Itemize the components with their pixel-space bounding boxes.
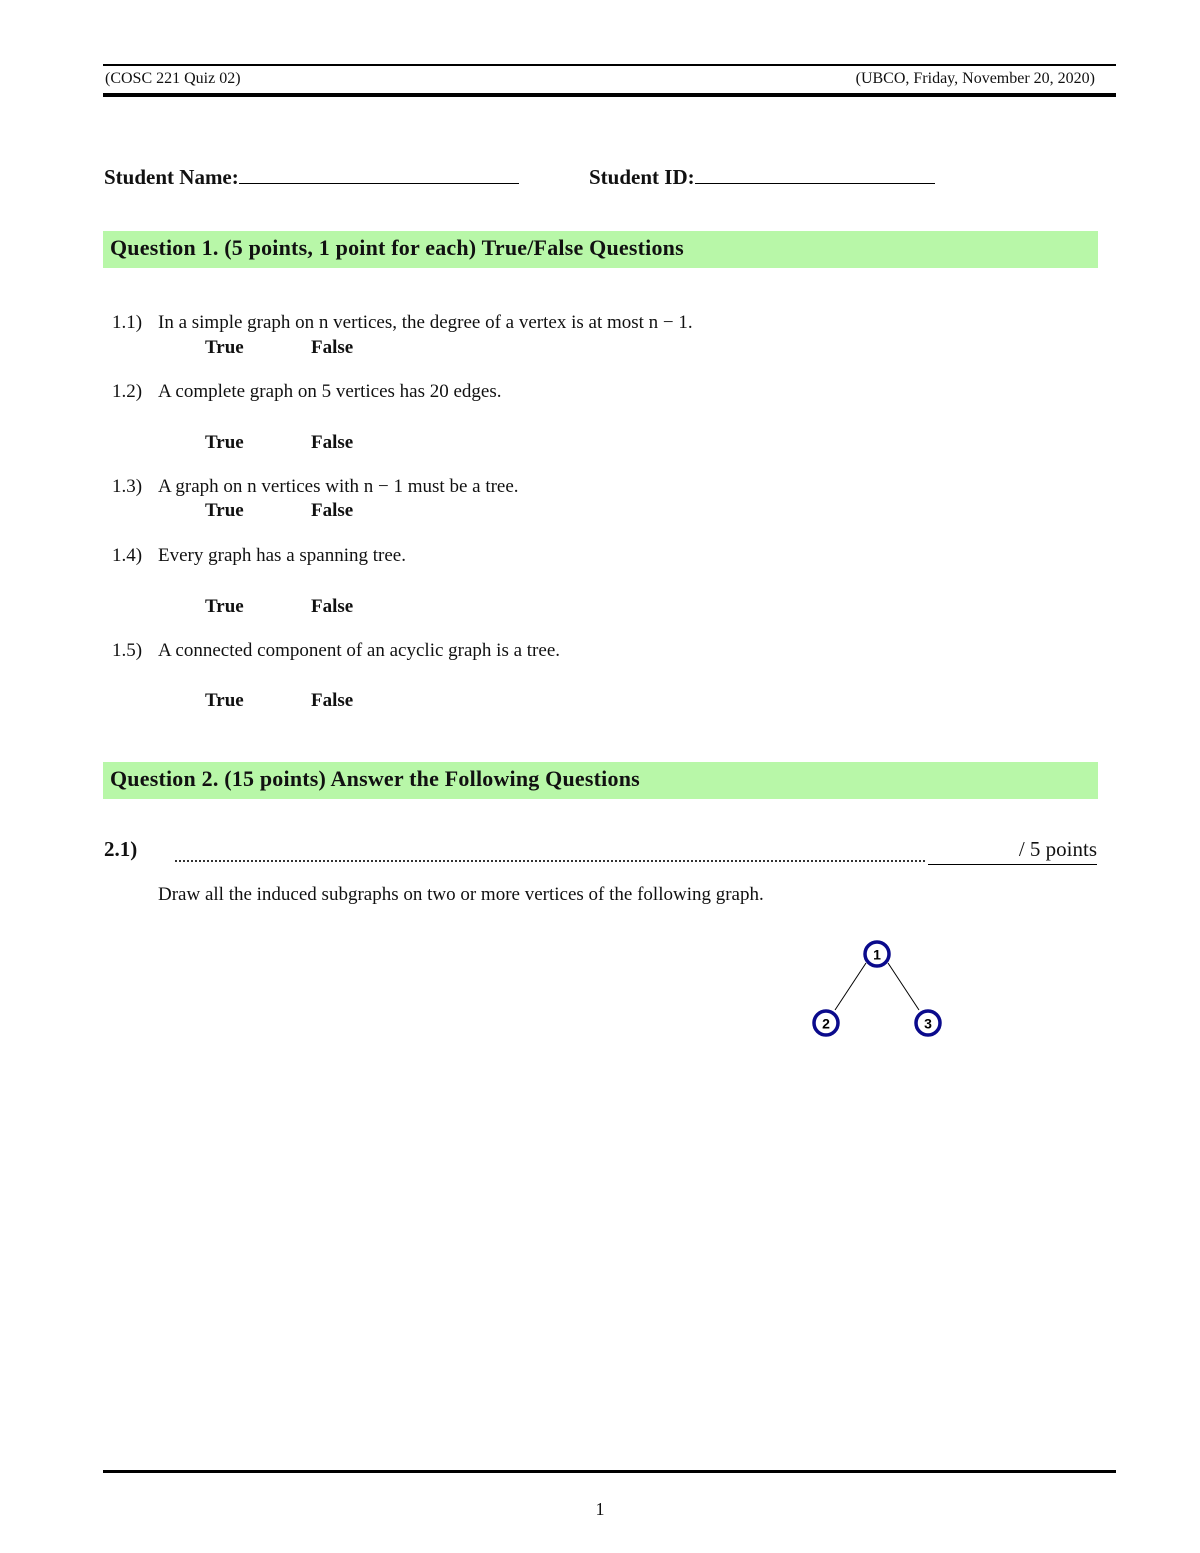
student-name-blank[interactable]: [239, 163, 519, 184]
item-text: A graph on n vertices with n − 1 must be a tree.: [158, 476, 519, 497]
false-option[interactable]: False: [311, 500, 354, 521]
footer-rule: [103, 1470, 1116, 1473]
true-option[interactable]: True: [205, 596, 244, 617]
q2-instruction: Draw all the induced subgraphs on two or more vertices of the following graph.: [158, 884, 764, 905]
header-left: (COSC 221 Quiz 02): [105, 70, 241, 87]
graph-figure: [800, 930, 960, 1050]
item-number: 1.4): [112, 545, 143, 566]
header-bottom-rule: [103, 93, 1116, 97]
true-option[interactable]: True: [205, 500, 244, 521]
q2-points-box: [928, 837, 1097, 865]
svg-text:2: 2: [822, 1015, 830, 1032]
graph-edge-1-3: [888, 963, 919, 1010]
question-1-title: Question 1. (5 points, 1 point for each) True/False Questions: [110, 235, 684, 260]
true-option[interactable]: True: [205, 432, 244, 453]
graph-node-3: [916, 1011, 940, 1035]
item-number: 1.3): [112, 476, 143, 497]
header-right: (UBCO, Friday, November 20, 2020): [855, 70, 1095, 87]
item-text: A connected component of an acyclic graph is a tree.: [158, 640, 560, 661]
svg-text:1: 1: [873, 946, 881, 963]
item-number: 1.5): [112, 640, 143, 661]
student-id-field[interactable]: [589, 163, 935, 190]
item-text: In a simple graph on n vertices, the degree of a vertex is at most n − 1.: [158, 312, 693, 333]
student-id-label: Student ID:: [589, 165, 695, 189]
header-top-rule: [103, 64, 1116, 66]
true-option[interactable]: True: [205, 690, 244, 711]
question-2-title: Question 2. (15 points) Answer the Following Questions: [110, 766, 640, 791]
item-number: 1.1): [112, 312, 143, 333]
true-option[interactable]: True: [205, 337, 244, 358]
student-id-blank[interactable]: [695, 163, 935, 184]
question-1-banner: [103, 231, 1098, 268]
false-option[interactable]: False: [311, 596, 354, 617]
false-option[interactable]: False: [311, 690, 354, 711]
leader-dots: [175, 850, 925, 862]
student-name-label: Student Name:: [104, 165, 239, 189]
q1-item-4: [112, 545, 406, 567]
question-2-banner: [103, 762, 1098, 799]
graph-node-2: [814, 1011, 838, 1035]
svg-text:3: 3: [924, 1015, 932, 1032]
graph-node-1: [865, 942, 889, 966]
graph-edge-1-2: [835, 963, 866, 1010]
q1-item-1: [112, 312, 693, 334]
false-option[interactable]: False: [311, 337, 354, 358]
q2-sub-number: 2.1): [104, 837, 138, 861]
item-text: A complete graph on 5 vertices has 20 edges.: [158, 381, 502, 402]
student-name-field[interactable]: [104, 163, 519, 190]
item-number: 1.2): [112, 381, 143, 402]
page-number: 1: [595, 1499, 605, 1519]
false-option[interactable]: False: [311, 432, 354, 453]
q2-points-label: / 5 points: [1018, 837, 1097, 861]
q1-item-2: [112, 381, 501, 403]
q1-item-5: [112, 640, 560, 662]
item-text: Every graph has a spanning tree.: [158, 545, 406, 566]
q1-item-3: [112, 476, 519, 498]
